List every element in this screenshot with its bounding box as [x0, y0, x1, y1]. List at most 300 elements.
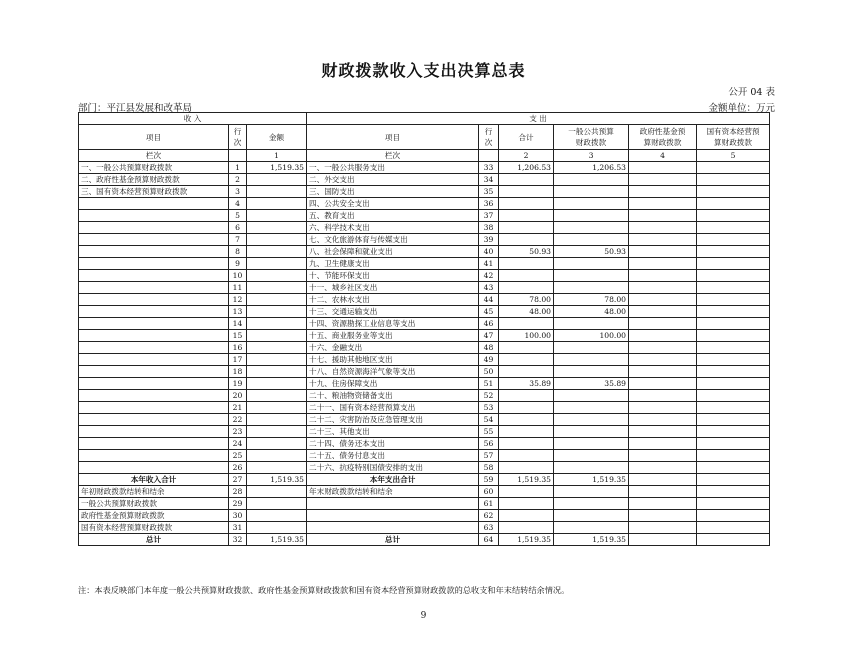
expense-total-cell	[499, 222, 554, 234]
col-index-empty	[479, 150, 499, 162]
income-item-cell: 政府性基金预算财政拨款	[79, 510, 229, 522]
expense-total-cell	[499, 402, 554, 414]
col-index-5: 5	[697, 150, 770, 162]
form-number: 公开 04 表	[728, 87, 775, 98]
income-item-cell	[79, 282, 229, 294]
expense-total-cell: 1,206.53	[499, 162, 554, 174]
income-row-no-cell: 16	[229, 342, 247, 354]
expense-total-cell: 1,519.35	[499, 474, 554, 486]
expense-row-no-cell: 56	[479, 438, 499, 450]
expense-total-cell: 78.00	[499, 294, 554, 306]
expense-section-header: 支 出	[307, 113, 770, 125]
income-amount-cell	[247, 510, 307, 522]
table-row	[79, 342, 770, 354]
expense-total-cell: 1,519.35	[499, 534, 554, 546]
col-index-2: 2	[499, 150, 554, 162]
general-budget-header: 一般公共预算 财政拨款	[554, 125, 629, 150]
income-item-cell	[79, 222, 229, 234]
expense-row-no-cell: 33	[479, 162, 499, 174]
table-row	[79, 210, 770, 222]
gov-fund-amount-cell	[629, 450, 697, 462]
income-row-no-cell: 1	[229, 162, 247, 174]
state-capital-amount-cell	[697, 222, 770, 234]
income-amount-cell	[247, 354, 307, 366]
expense-item-cell: 七、文化旅游体育与传媒支出	[307, 234, 479, 246]
expense-item-cell: 年末财政拨款结转和结余	[307, 486, 479, 498]
income-row-no-header: 行 次	[229, 125, 247, 150]
general-budget-amount-cell	[554, 450, 629, 462]
expense-row-no-header: 行 次	[479, 125, 499, 150]
expense-row-no-cell: 37	[479, 210, 499, 222]
income-item-cell	[79, 318, 229, 330]
gov-fund-amount-cell	[629, 330, 697, 342]
gov-fund-amount-cell	[629, 498, 697, 510]
gov-fund-amount-cell	[629, 510, 697, 522]
year-total-row	[79, 474, 770, 486]
income-amount-cell: 1,519.35	[247, 162, 307, 174]
expense-item-cell: 二十三、其他支出	[307, 426, 479, 438]
expense-item-cell	[307, 510, 479, 522]
income-amount-cell	[247, 294, 307, 306]
expense-item-cell: 十一、城乡社区支出	[307, 282, 479, 294]
expense-item-cell: 十七、援助其他地区支出	[307, 354, 479, 366]
income-row-no-cell: 6	[229, 222, 247, 234]
income-item-cell: 一般公共预算财政拨款	[79, 498, 229, 510]
income-item-cell	[79, 414, 229, 426]
table-row	[79, 462, 770, 474]
state-capital-amount-cell	[697, 174, 770, 186]
table-row	[79, 282, 770, 294]
gov-fund-amount-cell	[629, 366, 697, 378]
gov-fund-amount-cell	[629, 534, 697, 546]
income-item-cell	[79, 294, 229, 306]
expense-row-no-cell: 64	[479, 534, 499, 546]
income-amount-cell	[247, 450, 307, 462]
income-row-no-cell: 9	[229, 258, 247, 270]
income-amount-cell	[247, 258, 307, 270]
state-capital-amount-cell	[697, 210, 770, 222]
income-row-no-cell: 17	[229, 354, 247, 366]
table-row	[79, 234, 770, 246]
state-capital-amount-cell	[697, 306, 770, 318]
income-amount-cell	[247, 498, 307, 510]
col-label-income: 栏次	[79, 150, 229, 162]
expense-row-no-cell: 45	[479, 306, 499, 318]
income-amount-cell	[247, 210, 307, 222]
expense-row-no-cell: 42	[479, 270, 499, 282]
expense-total-cell	[499, 414, 554, 426]
income-amount-cell	[247, 246, 307, 258]
expense-row-no-cell: 59	[479, 474, 499, 486]
state-capital-amount-cell	[697, 258, 770, 270]
general-budget-amount-cell: 1,206.53	[554, 162, 629, 174]
state-capital-amount-cell	[697, 246, 770, 258]
expense-row-no-cell: 44	[479, 294, 499, 306]
carryover-row	[79, 510, 770, 522]
col-index-3: 3	[554, 150, 629, 162]
gov-fund-amount-cell	[629, 414, 697, 426]
income-amount-header: 金额	[247, 125, 307, 150]
general-budget-amount-cell	[554, 414, 629, 426]
expense-row-no-cell: 36	[479, 198, 499, 210]
expense-item-cell: 二十、粮油物资储备支出	[307, 390, 479, 402]
gov-fund-amount-cell	[629, 174, 697, 186]
expense-row-no-cell: 40	[479, 246, 499, 258]
gov-fund-amount-cell	[629, 318, 697, 330]
expense-item-cell: 十二、农林水支出	[307, 294, 479, 306]
carryover-row	[79, 486, 770, 498]
expense-total-cell	[499, 486, 554, 498]
expense-item-cell: 十八、自然资源海洋气象等支出	[307, 366, 479, 378]
expense-row-no-cell: 41	[479, 258, 499, 270]
income-row-no-cell: 32	[229, 534, 247, 546]
expense-item-cell: 二十四、债务还本支出	[307, 438, 479, 450]
expense-total-cell	[499, 174, 554, 186]
gov-fund-amount-cell	[629, 222, 697, 234]
expense-row-no-cell: 55	[479, 426, 499, 438]
col-index-4: 4	[629, 150, 697, 162]
expense-row-no-cell: 61	[479, 498, 499, 510]
state-capital-amount-cell	[697, 342, 770, 354]
table-row	[79, 186, 770, 198]
grand-total-row	[79, 534, 770, 546]
income-row-no-cell: 29	[229, 498, 247, 510]
income-amount-cell	[247, 306, 307, 318]
state-capital-amount-cell	[697, 366, 770, 378]
general-budget-amount-cell: 48.00	[554, 306, 629, 318]
state-capital-amount-cell	[697, 330, 770, 342]
expense-item-cell: 二十六、抗疫特别国债安排的支出	[307, 462, 479, 474]
expense-total-cell	[499, 366, 554, 378]
income-item-cell	[79, 198, 229, 210]
expense-total-cell	[499, 342, 554, 354]
income-row-no-cell: 12	[229, 294, 247, 306]
income-amount-cell	[247, 522, 307, 534]
general-budget-amount-cell	[554, 462, 629, 474]
general-budget-amount-cell: 1,519.35	[554, 474, 629, 486]
expense-row-no-cell: 53	[479, 402, 499, 414]
expense-total-header: 合计	[499, 125, 554, 150]
gov-fund-amount-cell	[629, 210, 697, 222]
table-row	[79, 438, 770, 450]
general-budget-amount-cell: 1,519.35	[554, 534, 629, 546]
state-capital-amount-cell	[697, 162, 770, 174]
income-row-no-cell: 19	[229, 378, 247, 390]
budget-summary-table	[78, 112, 770, 546]
income-amount-cell	[247, 390, 307, 402]
general-budget-amount-cell	[554, 174, 629, 186]
table-row	[79, 174, 770, 186]
table-row	[79, 318, 770, 330]
state-capital-amount-cell	[697, 438, 770, 450]
income-amount-cell: 1,519.35	[247, 474, 307, 486]
expense-item-cell: 八、社会保障和就业支出	[307, 246, 479, 258]
expense-item-cell: 本年支出合计	[307, 474, 479, 486]
expense-total-cell	[499, 426, 554, 438]
expense-item-cell: 十六、金融支出	[307, 342, 479, 354]
income-amount-cell	[247, 330, 307, 342]
state-capital-amount-cell	[697, 510, 770, 522]
state-capital-amount-cell	[697, 462, 770, 474]
gov-fund-amount-cell	[629, 162, 697, 174]
income-amount-cell	[247, 438, 307, 450]
state-capital-amount-cell	[697, 522, 770, 534]
income-amount-cell	[247, 222, 307, 234]
expense-row-no-cell: 60	[479, 486, 499, 498]
table-row	[79, 450, 770, 462]
income-amount-cell	[247, 486, 307, 498]
income-item-cell: 总计	[79, 534, 229, 546]
general-budget-amount-cell	[554, 186, 629, 198]
table-row	[79, 426, 770, 438]
general-budget-amount-cell	[554, 522, 629, 534]
income-row-no-cell: 22	[229, 414, 247, 426]
income-amount-cell	[247, 318, 307, 330]
income-item-cell	[79, 462, 229, 474]
gov-fund-amount-cell	[629, 390, 697, 402]
expense-row-no-cell: 48	[479, 342, 499, 354]
table-row	[79, 366, 770, 378]
general-budget-amount-cell: 78.00	[554, 294, 629, 306]
expense-row-no-cell: 49	[479, 354, 499, 366]
income-amount-cell	[247, 186, 307, 198]
income-amount-cell: 1,519.35	[247, 534, 307, 546]
income-row-no-cell: 25	[229, 450, 247, 462]
state-capital-amount-cell	[697, 450, 770, 462]
general-budget-amount-cell	[554, 354, 629, 366]
col-index-empty	[229, 150, 247, 162]
table-row	[79, 390, 770, 402]
income-row-no-cell: 26	[229, 462, 247, 474]
expense-item-cell: 十五、商业服务业等支出	[307, 330, 479, 342]
expense-total-cell	[499, 234, 554, 246]
income-row-no-cell: 8	[229, 246, 247, 258]
state-capital-amount-cell	[697, 474, 770, 486]
expense-row-no-cell: 63	[479, 522, 499, 534]
expense-row-no-cell: 47	[479, 330, 499, 342]
table-row	[79, 354, 770, 366]
general-budget-amount-cell: 35.89	[554, 378, 629, 390]
income-amount-cell	[247, 234, 307, 246]
income-row-no-cell: 20	[229, 390, 247, 402]
general-budget-amount-cell	[554, 426, 629, 438]
page-number: 9	[420, 611, 427, 621]
income-amount-cell	[247, 366, 307, 378]
income-item-cell: 国有资本经营预算财政拨款	[79, 522, 229, 534]
expense-row-no-cell: 52	[479, 390, 499, 402]
expense-item-cell	[307, 522, 479, 534]
income-item-cell	[79, 390, 229, 402]
income-item-cell	[79, 330, 229, 342]
income-item-cell	[79, 450, 229, 462]
expense-total-cell: 35.89	[499, 378, 554, 390]
income-row-no-cell: 2	[229, 174, 247, 186]
income-item-cell	[79, 354, 229, 366]
income-amount-cell	[247, 462, 307, 474]
income-item-cell	[79, 246, 229, 258]
general-budget-amount-cell	[554, 510, 629, 522]
carryover-row	[79, 522, 770, 534]
expense-row-no-cell: 35	[479, 186, 499, 198]
general-budget-amount-cell	[554, 438, 629, 450]
expense-row-no-cell: 50	[479, 366, 499, 378]
income-item-cell	[79, 234, 229, 246]
carryover-row	[79, 498, 770, 510]
state-capital-amount-cell	[697, 294, 770, 306]
income-row-no-cell: 30	[229, 510, 247, 522]
table-row	[79, 246, 770, 258]
expense-item-cell: 二十二、灾害防治及应急管理支出	[307, 414, 479, 426]
gov-fund-amount-cell	[629, 234, 697, 246]
state-capital-amount-cell	[697, 270, 770, 282]
state-capital-amount-cell	[697, 186, 770, 198]
state-capital-amount-cell	[697, 378, 770, 390]
state-capital-amount-cell	[697, 282, 770, 294]
gov-fund-amount-cell	[629, 522, 697, 534]
header-row-sections	[79, 113, 770, 125]
state-capital-amount-cell	[697, 426, 770, 438]
income-item-cell	[79, 306, 229, 318]
expense-item-cell: 十四、资源勘探工业信息等支出	[307, 318, 479, 330]
expense-total-cell: 48.00	[499, 306, 554, 318]
income-item-cell: 一、一般公共预算财政拨款	[79, 162, 229, 174]
income-row-no-cell: 23	[229, 426, 247, 438]
expense-total-cell	[499, 210, 554, 222]
gov-fund-amount-cell	[629, 426, 697, 438]
expense-total-cell	[499, 258, 554, 270]
income-item-cell: 三、国有资本经营预算财政拨款	[79, 186, 229, 198]
expense-total-cell	[499, 522, 554, 534]
income-row-no-cell: 10	[229, 270, 247, 282]
income-row-no-cell: 4	[229, 198, 247, 210]
expense-item-cell: 六、科学技术支出	[307, 222, 479, 234]
expense-row-no-cell: 38	[479, 222, 499, 234]
general-budget-amount-cell	[554, 282, 629, 294]
general-budget-amount-cell	[554, 222, 629, 234]
general-budget-amount-cell	[554, 402, 629, 414]
expense-total-cell: 50.93	[499, 246, 554, 258]
gov-fund-amount-cell	[629, 186, 697, 198]
expense-row-no-cell: 39	[479, 234, 499, 246]
gov-fund-amount-cell	[629, 342, 697, 354]
expense-item-cell: 二十五、债务付息支出	[307, 450, 479, 462]
income-item-cell	[79, 270, 229, 282]
income-amount-cell	[247, 426, 307, 438]
expense-item-cell: 二十一、国有资本经营预算支出	[307, 402, 479, 414]
state-capital-amount-cell	[697, 198, 770, 210]
gov-fund-amount-cell	[629, 246, 697, 258]
table-row	[79, 258, 770, 270]
gov-fund-amount-cell	[629, 402, 697, 414]
income-item-cell	[79, 210, 229, 222]
general-budget-amount-cell	[554, 210, 629, 222]
expense-item-cell: 十三、交通运输支出	[307, 306, 479, 318]
expense-total-cell	[499, 318, 554, 330]
expense-item-cell: 五、教育支出	[307, 210, 479, 222]
income-row-no-cell: 13	[229, 306, 247, 318]
income-row-no-cell: 5	[229, 210, 247, 222]
income-amount-cell	[247, 342, 307, 354]
expense-total-cell	[499, 450, 554, 462]
income-item-header: 项目	[79, 125, 229, 150]
income-item-cell	[79, 342, 229, 354]
income-amount-cell	[247, 174, 307, 186]
general-budget-amount-cell	[554, 234, 629, 246]
income-row-no-cell: 18	[229, 366, 247, 378]
column-index-row	[79, 150, 770, 162]
state-capital-header: 国有资本经营预 算财政拨款	[697, 125, 770, 150]
gov-fund-amount-cell	[629, 270, 697, 282]
expense-total-cell: 100.00	[499, 330, 554, 342]
income-amount-cell	[247, 282, 307, 294]
income-row-no-cell: 21	[229, 402, 247, 414]
income-row-no-cell: 27	[229, 474, 247, 486]
report-title: 财政拨款收入支出决算总表	[321, 61, 526, 80]
general-budget-amount-cell	[554, 270, 629, 282]
col-index-1: 1	[247, 150, 307, 162]
expense-item-cell: 十九、住房保障支出	[307, 378, 479, 390]
expense-total-cell	[499, 282, 554, 294]
general-budget-amount-cell: 50.93	[554, 246, 629, 258]
income-item-cell: 本年收入合计	[79, 474, 229, 486]
income-section-header: 收 入	[79, 113, 307, 125]
expense-row-no-cell: 43	[479, 282, 499, 294]
table-row	[79, 222, 770, 234]
expense-total-cell	[499, 270, 554, 282]
expense-item-cell	[307, 498, 479, 510]
income-item-cell	[79, 366, 229, 378]
col-label-expense: 栏次	[307, 150, 479, 162]
gov-fund-amount-cell	[629, 354, 697, 366]
expense-item-cell: 四、公共安全支出	[307, 198, 479, 210]
income-row-no-cell: 31	[229, 522, 247, 534]
general-budget-amount-cell	[554, 342, 629, 354]
table-row	[79, 162, 770, 174]
state-capital-amount-cell	[697, 498, 770, 510]
expense-row-no-cell: 51	[479, 378, 499, 390]
gov-fund-amount-cell	[629, 438, 697, 450]
table-row	[79, 198, 770, 210]
income-amount-cell	[247, 198, 307, 210]
expense-row-no-cell: 46	[479, 318, 499, 330]
income-amount-cell	[247, 402, 307, 414]
income-item-cell	[79, 426, 229, 438]
general-budget-amount-cell	[554, 198, 629, 210]
gov-fund-amount-cell	[629, 306, 697, 318]
expense-total-cell	[499, 198, 554, 210]
gov-fund-header: 政府性基金预 算财政拨款	[629, 125, 697, 150]
expense-total-cell	[499, 390, 554, 402]
header-row-columns	[79, 125, 770, 150]
table-row	[79, 270, 770, 282]
expense-item-header: 项目	[307, 125, 479, 150]
general-budget-amount-cell: 100.00	[554, 330, 629, 342]
general-budget-amount-cell	[554, 390, 629, 402]
gov-fund-amount-cell	[629, 282, 697, 294]
footnote: 注：本表反映部门本年度一般公共预算财政拨款、政府性基金预算财政拨款和国有资本经营预算财政拨款的总收支和年末结转结余情况。	[78, 585, 570, 595]
gov-fund-amount-cell	[629, 474, 697, 486]
gov-fund-amount-cell	[629, 294, 697, 306]
table-row	[79, 378, 770, 390]
income-amount-cell	[247, 378, 307, 390]
expense-total-cell	[499, 438, 554, 450]
expense-total-cell	[499, 186, 554, 198]
expense-total-cell	[499, 510, 554, 522]
table-row	[79, 330, 770, 342]
state-capital-amount-cell	[697, 534, 770, 546]
income-item-cell	[79, 438, 229, 450]
state-capital-amount-cell	[697, 486, 770, 498]
